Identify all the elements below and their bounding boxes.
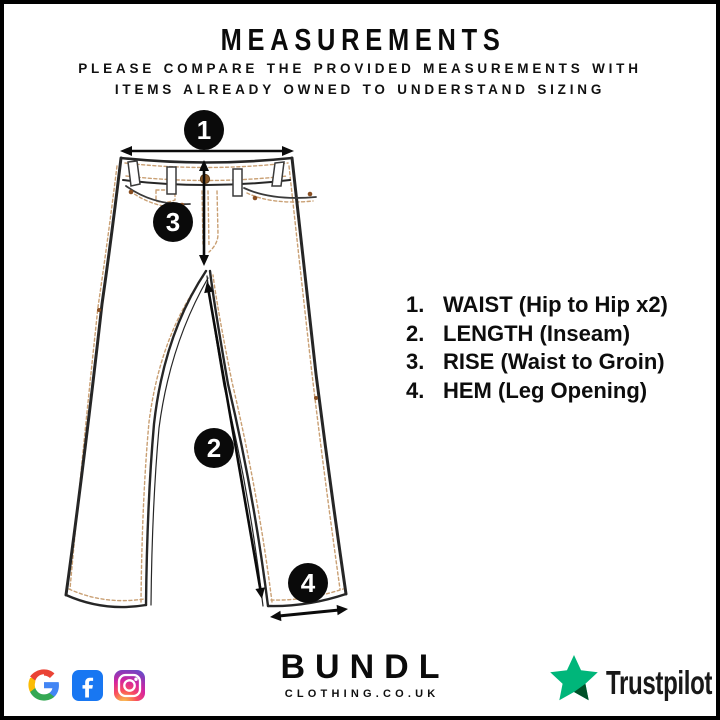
legend-item-length <box>406 320 668 349</box>
trustpilot-star-icon <box>548 654 600 706</box>
marker-hem: 4 <box>288 563 328 603</box>
jeans-body <box>66 158 346 607</box>
google-icon <box>27 668 61 702</box>
trustpilot-logo <box>548 654 720 706</box>
legend-label: WAIST (Hip to Hip x2) <box>443 292 668 318</box>
trustpilot-label: Trustpilot <box>606 663 713 701</box>
legend-label: RISE (Waist to Groin) <box>443 349 665 375</box>
instagram-icon <box>114 670 145 701</box>
legend-number: 1. <box>406 292 425 318</box>
legend-item-rise <box>406 348 668 377</box>
legend-number: 2. <box>406 320 425 346</box>
subtitle-line-2: ITEMS ALREADY OWNED TO UNDERSTAND SIZING <box>114 81 606 97</box>
marker-length: 2 <box>194 428 234 468</box>
brand-name: BUNDL <box>280 648 450 686</box>
page-title: MEASUREMENTS <box>220 22 506 57</box>
legend-item-waist <box>406 291 668 320</box>
legend <box>406 291 668 405</box>
legend-item-hem <box>406 377 668 406</box>
legend-label: HEM (Leg Opening) <box>443 378 648 404</box>
marker-waist: 1 <box>184 110 224 150</box>
legend-number: 3. <box>406 349 425 375</box>
subtitle-line-1: PLEASE COMPARE THE PROVIDED MEASUREMENTS WITH <box>78 61 642 76</box>
social-icons <box>27 668 145 702</box>
legend-number: 4. <box>406 378 425 404</box>
brand-logo <box>271 650 450 700</box>
legend-label: LENGTH (Inseam) <box>443 320 631 346</box>
marker-rise: 3 <box>153 202 193 242</box>
facebook-icon <box>72 670 103 701</box>
hem-arrow <box>280 610 338 616</box>
brand-domain: CLOTHING.CO.UK <box>284 688 440 700</box>
